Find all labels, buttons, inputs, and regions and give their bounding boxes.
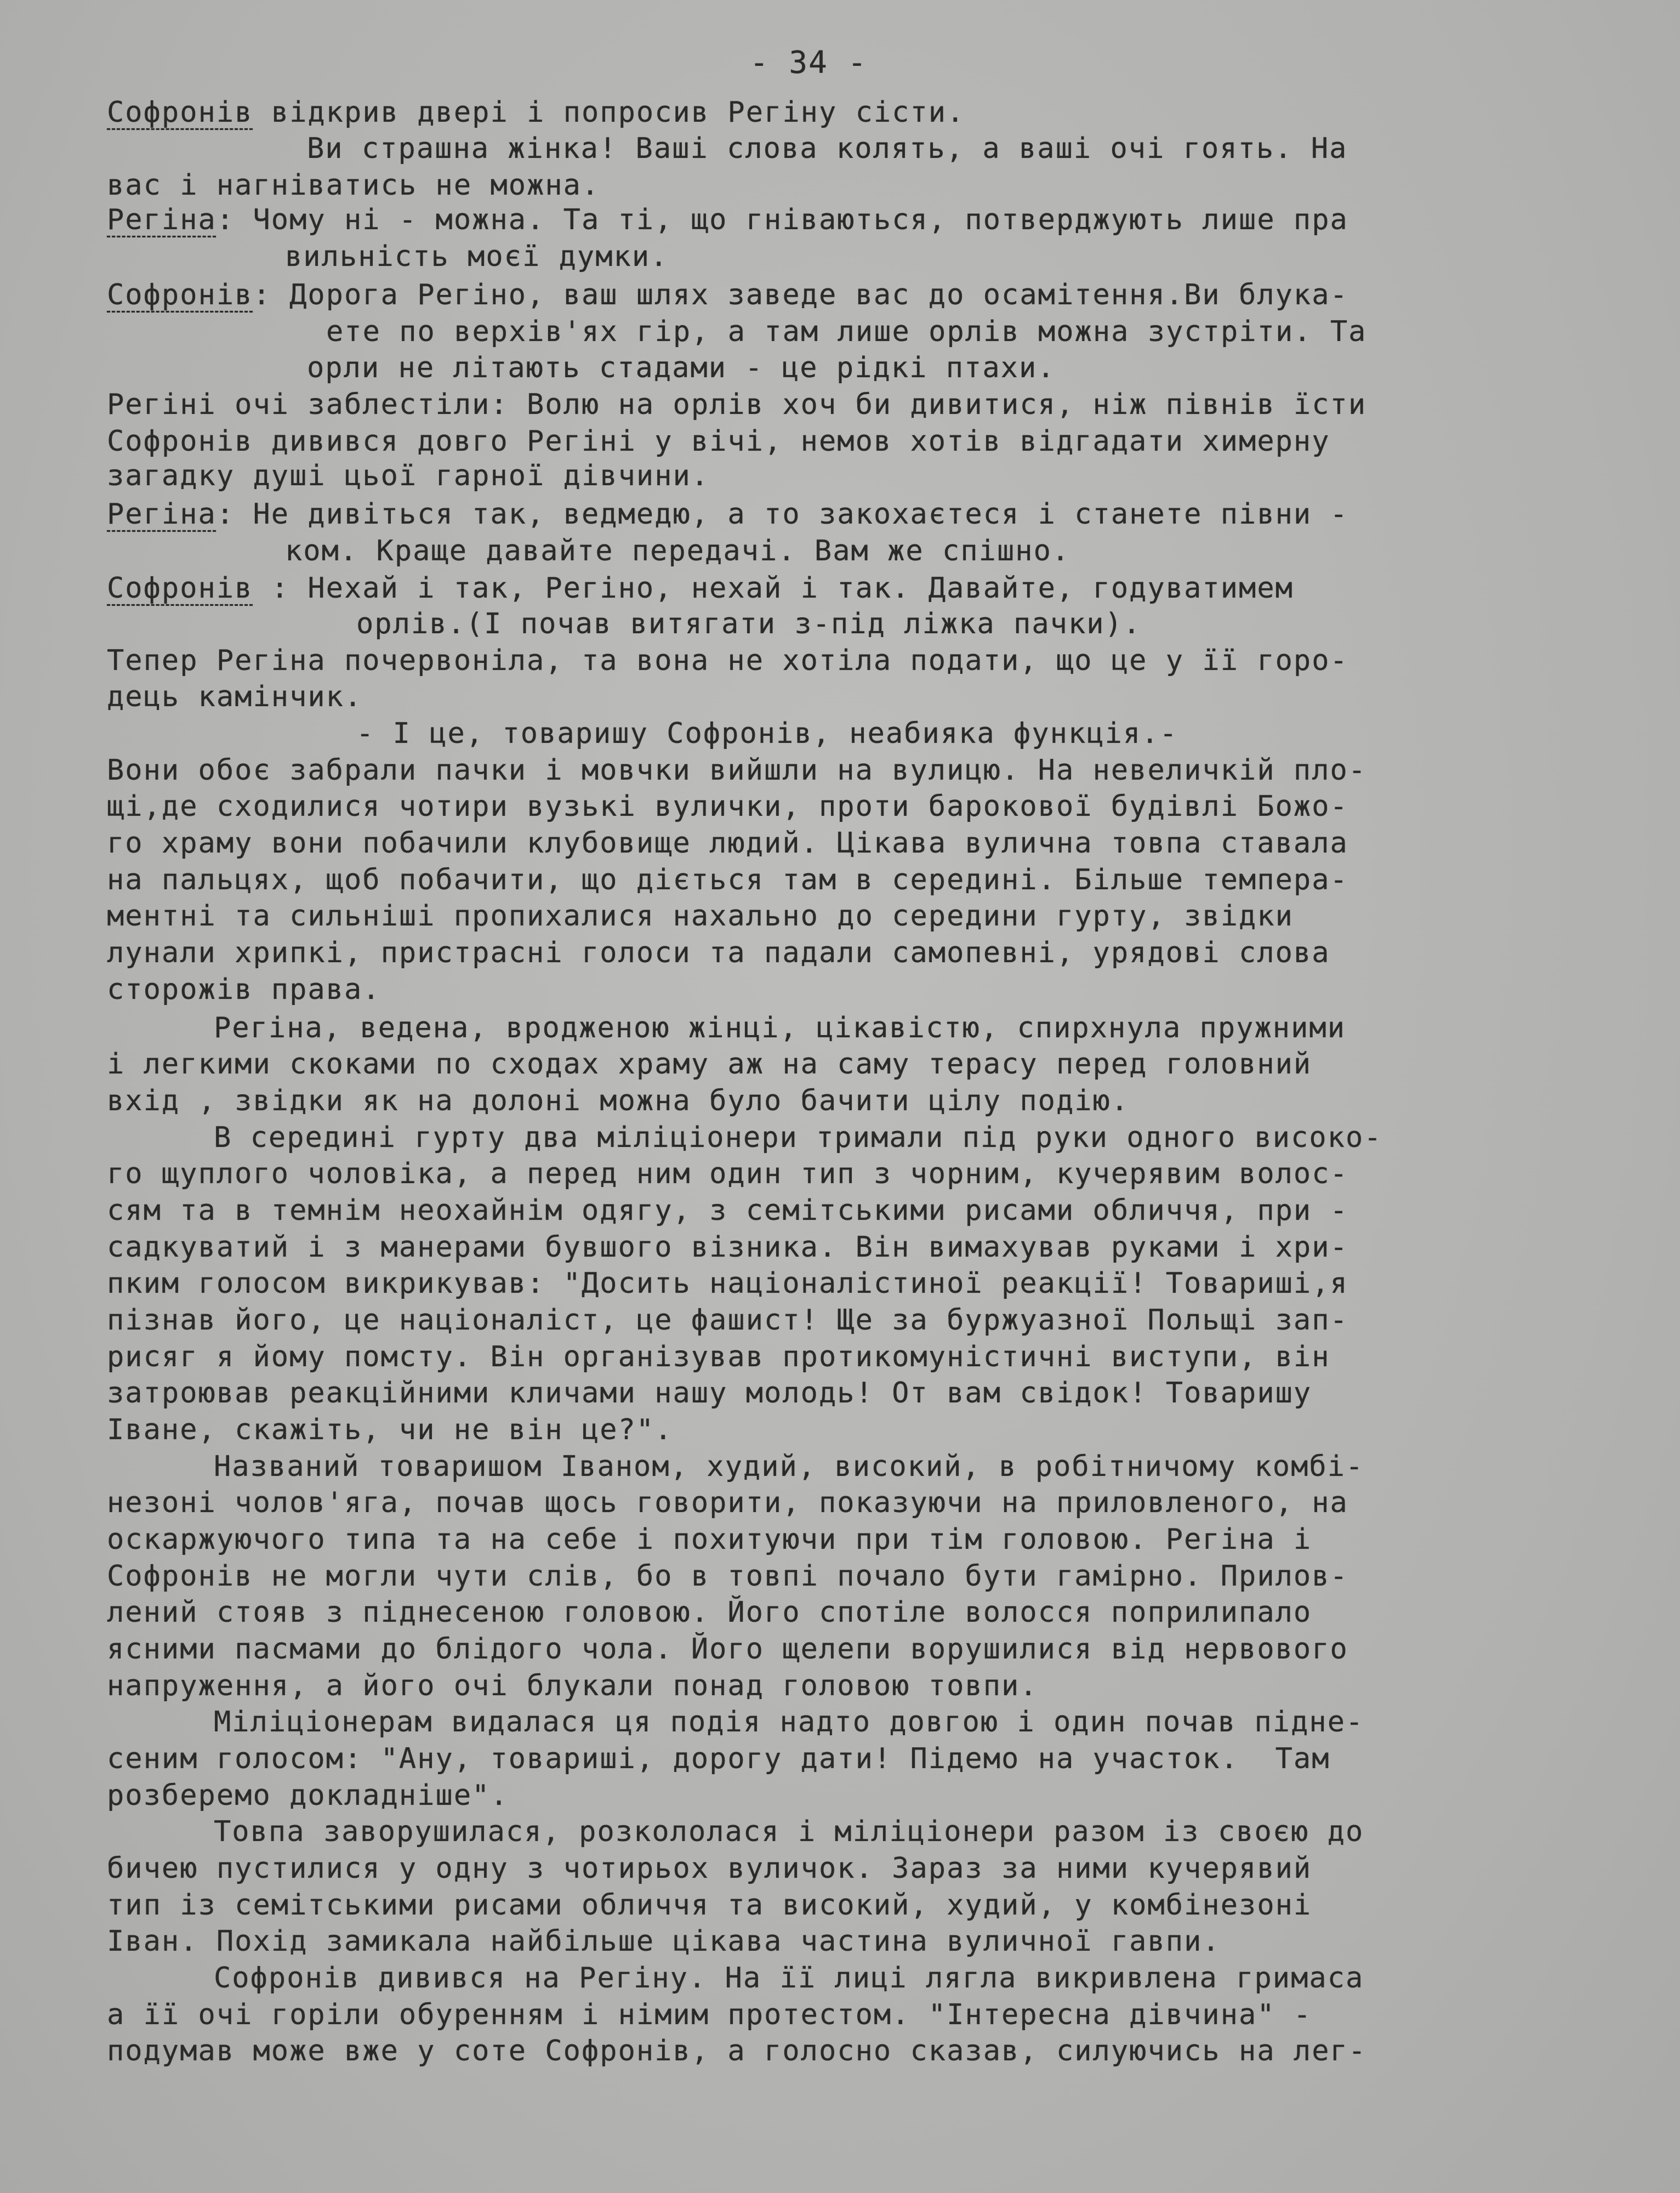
text-line [107,1412,673,1448]
line-text: орли не літають стадами - це рідкі птахи. [307,351,1056,384]
text-line [214,1704,1364,1740]
line-text: - І це, товаришу Софронів, неабияка функція.- [356,717,1178,750]
line-text: Софронів дивився довго Регіні у вічі, немов хотів відгадати химерну [107,425,1330,458]
line-text: щі,де сходилися чотири вузькі вулички, проти барокової будівлі Божо- [107,790,1348,823]
line-text: Софронів дивився на Регіну. На її лиці лягла викривлена гримаса [214,1962,1364,1995]
text-line [107,825,1348,861]
line-text: лунали хрипкі, пристрасні голоси та падали самопевні, урядові слова [107,936,1330,969]
line-text: вхід , звідки як на долоні можна було бачити цілу подію. [107,1084,1130,1117]
text-line [107,1192,1348,1229]
line-text: і легкими скоками по сходах храму аж на саму терасу перед головний [107,1048,1312,1081]
text-line [107,1229,1348,1265]
speaker-name: Софронів [107,96,253,129]
line-text: В середині гурту два міліціонери тримали під руки одного високо- [214,1121,1382,1154]
line-text: ете по верхів'ях гір, а там лише орлів можна зустріти. Та [326,315,1367,348]
text-line [107,496,1348,532]
text-line [107,423,1330,459]
line-text: пким голосом викрикував: "Досить націоналістиної реакції! Товариші,я [107,1267,1348,1300]
text-line [107,788,1348,825]
text-line [107,202,1348,238]
line-text: ясними пасмами до блідого чола. Його щелепи ворушилися від нервового [107,1633,1348,1666]
text-line [107,1741,1330,1777]
text-line [285,533,1070,569]
line-text: Іване, скажіть, чи не він це?". [107,1413,673,1446]
line-text: незоні чолов'яга, почав щось говорити, показуючи на приловленого, на [107,1486,1348,1519]
line-text: Товпа заворушилася, розкололася і міліціонери разом із своєю до [214,1815,1364,1848]
line-text: тип із семітськими рисами обличчя та високий, худий, у комбінезоні [107,1889,1312,1922]
line-text: розберемо докладніше". [107,1779,509,1812]
line-text: Регіні очі заблестіли: Волю на орлів хоч би дивитися, ніж півнів їсти [107,388,1367,421]
text-line [107,935,1330,971]
text-line [107,1997,1312,2033]
text-line [214,1960,1364,1996]
line-text: сям та в темнім неохайнім одягу, з семітськими рисами обличчя, при - [107,1194,1348,1227]
line-text: напруження, а його очі блукали понад головою товпи. [107,1669,1038,1702]
text-line [107,643,1348,679]
line-text: садкуватий і з манерами бувшого візника. Він вимахував руками і хри- [107,1231,1348,1264]
line-text: сторожів права. [107,973,381,1006]
text-line [214,1120,1382,1156]
line-text: Міліціонерам видалася ця подія надто довгою і один почав підне- [214,1706,1364,1739]
line-text: затроював реакційними кличами нашу молодь! От вам свідок! Товаришу [107,1377,1312,1410]
text-line [107,752,1366,788]
line-text: : Не дивіться так, ведмедю, а то закохаєтеся і станете півни - [216,498,1348,531]
text-line [356,606,1141,642]
speaker-name: Софронів [107,279,253,311]
line-text: вильність моєї думки. [285,240,669,273]
text-line [107,277,1348,313]
text-line [107,862,1348,898]
text-line [285,238,668,275]
text-line [107,387,1366,423]
line-text: сеним голосом: "Ану, товариші, дорогу дати! Підемо на участок. Там [107,1742,1330,1775]
page-number: - 34 - [750,45,868,81]
text-line [107,1887,1312,1923]
text-line [307,350,1056,386]
text-line [107,1375,1312,1411]
line-text: орлів.(І почав витягати з-під ліжка пачки). [356,607,1142,640]
line-text: пізнав його, це націоналіст, це фашист! Ще за буржуазної Польщі зап- [107,1304,1348,1337]
text-line [356,715,1178,752]
line-text: го храму вони побачили клубовище людий. Цікава вулична товпа ставала [107,827,1348,860]
line-text: Названий товаришом Іваном, худий, високий, в робітничому комбі- [214,1450,1364,1483]
text-line [107,1046,1312,1082]
text-line [107,1339,1330,1375]
text-line [107,94,965,130]
text-line [107,2033,1366,2069]
text-line [214,1010,1346,1046]
text-line [107,167,600,203]
text-line [107,1850,1312,1887]
line-text: : Чому ні - можна. Та ті, що гніваються, потверджують лише пра [216,203,1348,236]
line-text: Ви страшна жінка! Ваші слова колять, а ваші очі гоять. На [307,132,1348,165]
line-text: рисяг я йому помсту. Він організував протикомуністичні виступи, він [107,1340,1330,1373]
speaker-name: Регіна [107,498,217,531]
text-line [107,1265,1348,1302]
line-text: Іван. Похід замикала найбільше цікава частина вуличної гавпи. [107,1925,1221,1958]
line-text: дець камінчик. [107,680,363,713]
line-text: на пальцях, щоб побачити, що діється там в середині. Більше темпера- [107,863,1348,896]
line-text: Регіна, ведена, вродженою жінці, цікавістю, спирхнула пружними [214,1012,1346,1044]
text-line [107,1083,1129,1119]
text-line [107,570,1294,606]
line-text: бичею пустилися у одну з чотирьох вуличок. Зараз за ними кучерявий [107,1852,1312,1885]
speaker-name: Регіна [107,203,217,236]
line-text: Вони обоє забрали пачки і мовчки вийшли на вулицю. На невеличкій пло- [107,754,1367,787]
text-line [107,898,1294,934]
text-line [214,1814,1364,1850]
text-line [107,458,709,494]
line-text: го щуплого чоловіка, а перед ним один тип з чорним, кучерявим волос- [107,1157,1348,1190]
text-line [326,314,1366,350]
speaker-name: Софронів [107,572,253,605]
line-text: а її очі горіли обуренням і німим протестом. "Інтересна дівчина" - [107,1998,1312,2031]
line-text: подумав може вже у соте Софронів, а голосно сказав, силуючись на лег- [107,2035,1367,2067]
line-text: відкрив двері і попросив Регіну сісти. [253,96,965,129]
line-text: вас і нагніватись не можна. [107,169,600,202]
line-text: лений стояв з піднесеною головою. Його спотіле волосся поприлипало [107,1596,1312,1629]
text-line [107,1631,1348,1667]
line-text: оскаржуючого типа та на себе і похитуючи при тім головою. Регіна і [107,1523,1312,1556]
text-line [107,1156,1348,1192]
text-line [107,1777,509,1814]
line-text: Софронів не могли чути слів, бо в товпі почало бути гамірно. Прилов- [107,1560,1348,1593]
line-text: ментні та сильніші пропихалися нахально до середини гурту, звідки [107,900,1294,933]
text-line [107,1594,1312,1630]
text-line [107,1485,1348,1521]
text-line [107,1923,1221,1959]
text-line [107,679,362,715]
line-text: Тепер Регіна почервоніла, та вона не хотіла подати, що це у її горо- [107,644,1348,677]
text-line [307,130,1347,167]
line-text: ком. Краще давайте передачі. Вам же спішно. [285,535,1070,567]
text-line [107,971,381,1008]
line-text: загадку душі цьої гарної дівчини. [107,459,710,492]
text-line [107,1668,1038,1704]
text-line [107,1521,1312,1558]
text-line [107,1558,1348,1594]
line-text: : Нехай і так, Регіно, нехай і так. Давайте, годуватимем [253,572,1294,605]
line-text: : Дорога Регіно, ваш шлях заведе вас до осамітення.Ви блука- [253,279,1348,311]
text-line [214,1448,1364,1485]
text-line [107,1302,1348,1338]
